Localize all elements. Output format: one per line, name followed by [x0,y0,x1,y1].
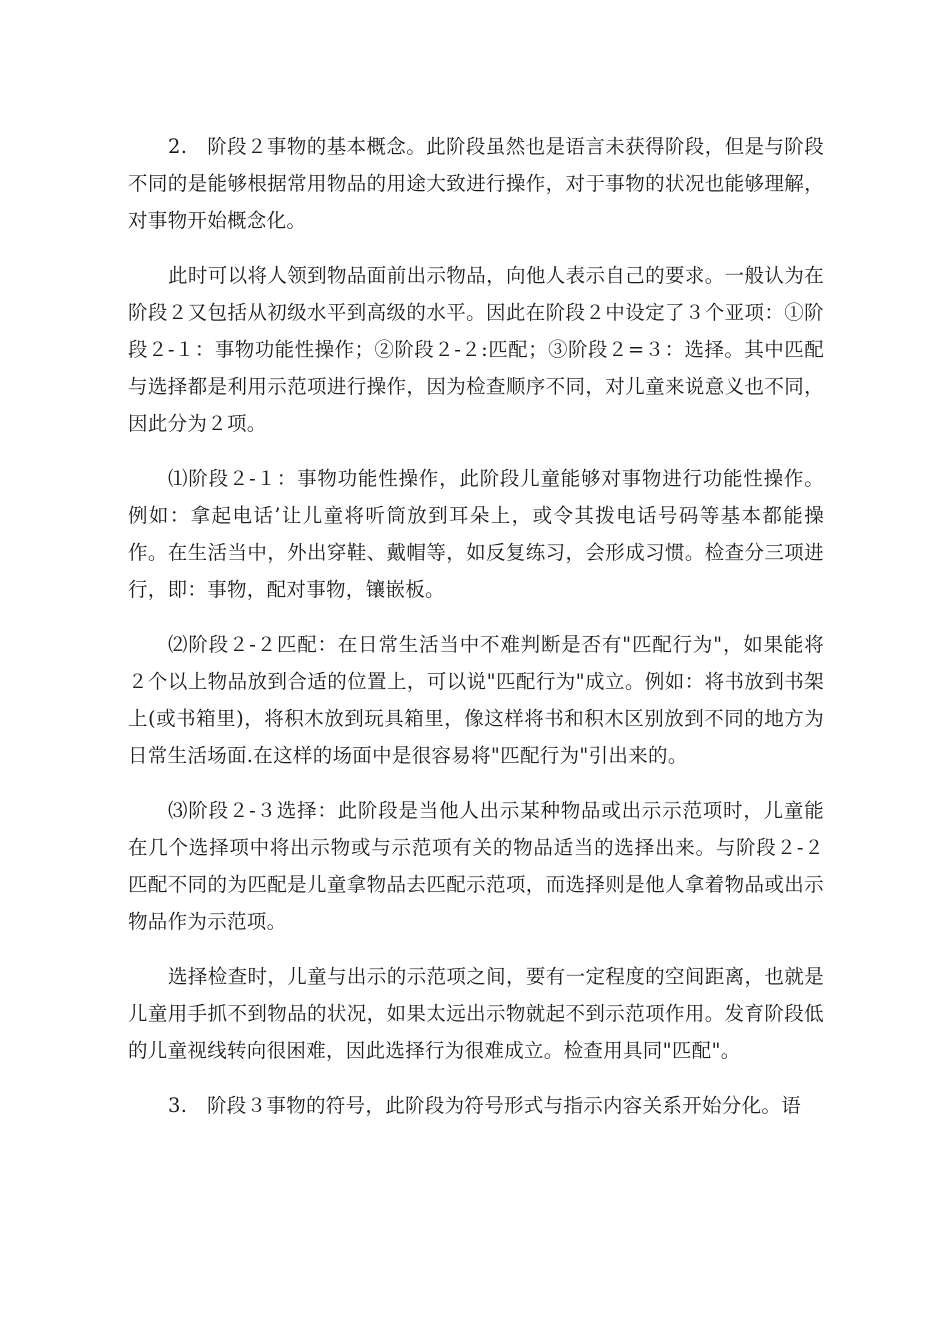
paragraph-selection-check: 选择检查时，儿童与出示的示范项之间，要有一定程度的空间距离，也就是儿童用手抓不到物品的状况，如果太远出示物就起不到示范项作用。发育阶段低的儿童视线转向很困难，因此选择行为很难成立。检查用具同"匹配"。 [128,965,824,1062]
paragraph-stage-2-2: ⑵阶段２-２匹配：在日常生活当中不难判断是否有"匹配行为"，如果能将２个以上物品放到合适的位置上，可以说"匹配行为"成立。例如：将书放到书架上(或书箱里)，将积木放到玩具箱里，像这样将书和积木区别放到不同的地方为日常生活场面.在这样的场面中是很容易将"匹配行为"引出来的。 [128,633,824,767]
paragraph-stage-2-subitems: 此时可以将人领到物品面前出示物品，向他人表示自己的要求。一般认为在阶段２又包括从初级水平到高级的水平。因此在阶段２中设定了３个亚项：①阶段２-１：事物功能性操作；②阶段２-２:匹配；③阶段２=３：选择。其中匹配与选择都是利用示范项进行操作，因为检查顺序不同，对儿童来说意义也不同，因此分为２项。 [128,264,824,435]
paragraph-stage-2-1: ⑴阶段２-１：事物功能性操作，此阶段儿童能够对事物进行功能性操作。例如：拿起电话’让儿童将听筒放到耳朵上，或令其拨电话号码等基本都能操作。在生活当中，外出穿鞋、戴帽等，如反复练习，会形成习惯。检查分三项进行，即：事物，配对事物，镶嵌板。 [128,467,824,601]
paragraph-stage-2-concept: 2. 阶段２事物的基本概念。此阶段虽然也是语言未获得阶段，但是与阶段不同的是能够根据常用物品的用途大致进行操作，对于事物的状况也能够理解，对事物开始概念化。 [128,135,824,232]
document-body [128,128,824,1142]
paragraph-stage-2-3: ⑶阶段２-３选择：此阶段是当他人出示某种物品或出示示范项时，儿童能在几个选择项中将出示物或与示范项有关的物品适当的选择出来。与阶段２-２匹配不同的为匹配是儿童拿物品去匹配示范项，而选择则是他人拿着物品或出示物品作为示范项。 [128,799,824,933]
paragraph-stage-3-symbol: 3. 阶段３事物的符号，此阶段为符号形式与指示内容关系开始分化。语 [168,1094,802,1117]
